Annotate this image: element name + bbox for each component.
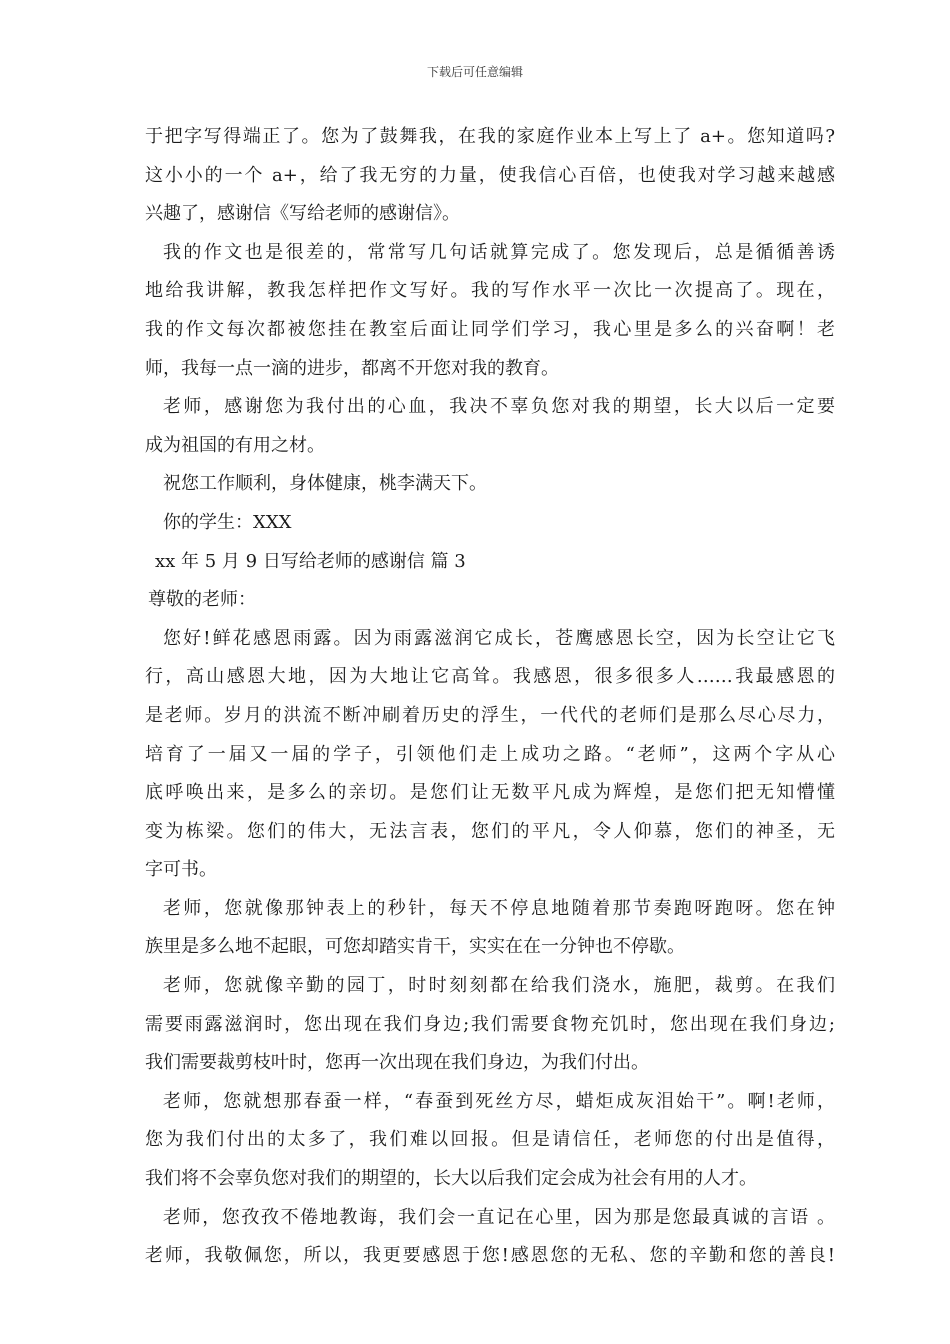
text-line: 变为栋梁。您们的伟大，无法言表，您们的平凡，令人仰慕，您们的神圣，无 — [145, 820, 835, 842]
text-line: 是老师。岁月的洪流不断冲刷着历史的浮生，一代代的老师们是那么尽心尽力， — [145, 704, 835, 726]
text-line: 行，高山感恩大地，因为大地让它高耸。我感恩，很多很多人……我最感恩的 — [145, 666, 835, 688]
text-line: 地给我讲解，教我怎样把作文写好。我的写作水平一次比一次提高了。现在， — [145, 280, 835, 302]
text-line: 成为祖国的有用之材。 — [145, 434, 325, 456]
text-line: 族里是多么地不起眼，可您却踏实肯干，实实在在一分钟也不停歇。 — [145, 936, 685, 958]
text-line: 我们将不会辜负您对我们的期望的，长大以后我们定会成为社会有用的人才。 — [145, 1168, 757, 1190]
signature-line: 你的学生：XXX — [163, 511, 292, 533]
text-line: 培育了一届又一届的学子，引领他们走上成功之路。“老师”，这两个字从心 — [145, 743, 835, 765]
text-line: 底呼唤出来，是多么的亲切。是您们让无数平凡成为辉煌，是您们把无知懵懂 — [145, 782, 835, 804]
paragraph-first-line: 老师，感谢您为我付出的心血，我决不辜负您对我的期望，长大以后一定要 — [163, 396, 835, 418]
text-line: 我们需要裁剪枝叶时，您再一次出现在我们身边，为我们付出。 — [145, 1052, 649, 1074]
text-line: 老师，我敬佩您，所以，我更要感恩于您!感恩您的无私、您的辛勤和您的善良! — [145, 1245, 835, 1267]
paragraph-first-line: 老师，您就像那钟表上的秒针，每天不停息地随着那节奏跑呀跑呀。您在钟 — [163, 897, 835, 919]
page-header: 下载后可任意编辑 — [426, 65, 523, 79]
text-line: 兴趣了，感谢信《写给老师的感谢信》。 — [145, 203, 460, 225]
text-line: 师，我每一点一滴的进步，都离不开您对我的教育。 — [145, 357, 559, 379]
text-line: 于把字写得端正了。您为了鼓舞我，在我的家庭作业本上写上了 a+。您知道吗? — [145, 126, 835, 147]
paragraph-first-line: 老师，您孜孜不倦地教诲，我们会一直记在心里，因为那是您最真诚的言语 。 — [163, 1206, 835, 1228]
section-title: xx 年 5 月 9 日写给老师的感谢信 篇 3 — [155, 550, 466, 572]
paragraph-first-line: 我的作文也是很差的，常常写几句话就算完成了。您发现后，总是循循善诱 — [163, 241, 835, 263]
paragraph-first-line: 您好!鲜花感恩雨露。因为雨露滋润它成长，苍鹰感恩长空，因为长空让它飞 — [163, 627, 835, 649]
paragraph-first-line: 老师，您就想那春蚕一样，“春蚕到死丝方尽，蜡炬成灰泪始干”。啊!老师， — [163, 1090, 835, 1112]
text-line: 字可书。 — [145, 859, 217, 881]
text-line: 您为我们付出的太多了，我们难以回报。但是请信任，老师您的付出是值得， — [145, 1129, 835, 1151]
document-body — [145, 118, 835, 1276]
paragraph-first-line: 老师，您就像辛勤的园丁，时时刻刻都在给我们浇水，施肥，裁剪。在我们 — [163, 975, 835, 997]
text-line: 我的作文每次都被您挂在教室后面让同学们学习，我心里是多么的兴奋啊！老 — [145, 318, 835, 340]
text-line: 需要雨露滋润时，您出现在我们身边;我们需要食物充饥时，您出现在我们身边; — [145, 1013, 835, 1035]
salutation: 尊敬的老师： — [148, 589, 256, 611]
text-line: 这小小的一个 a+，给了我无穷的力量，使我信心百倍，也使我对学习越来越感 — [145, 164, 835, 186]
closing-wish: 祝您工作顺利，身体健康，桃李满天下。 — [163, 473, 487, 495]
